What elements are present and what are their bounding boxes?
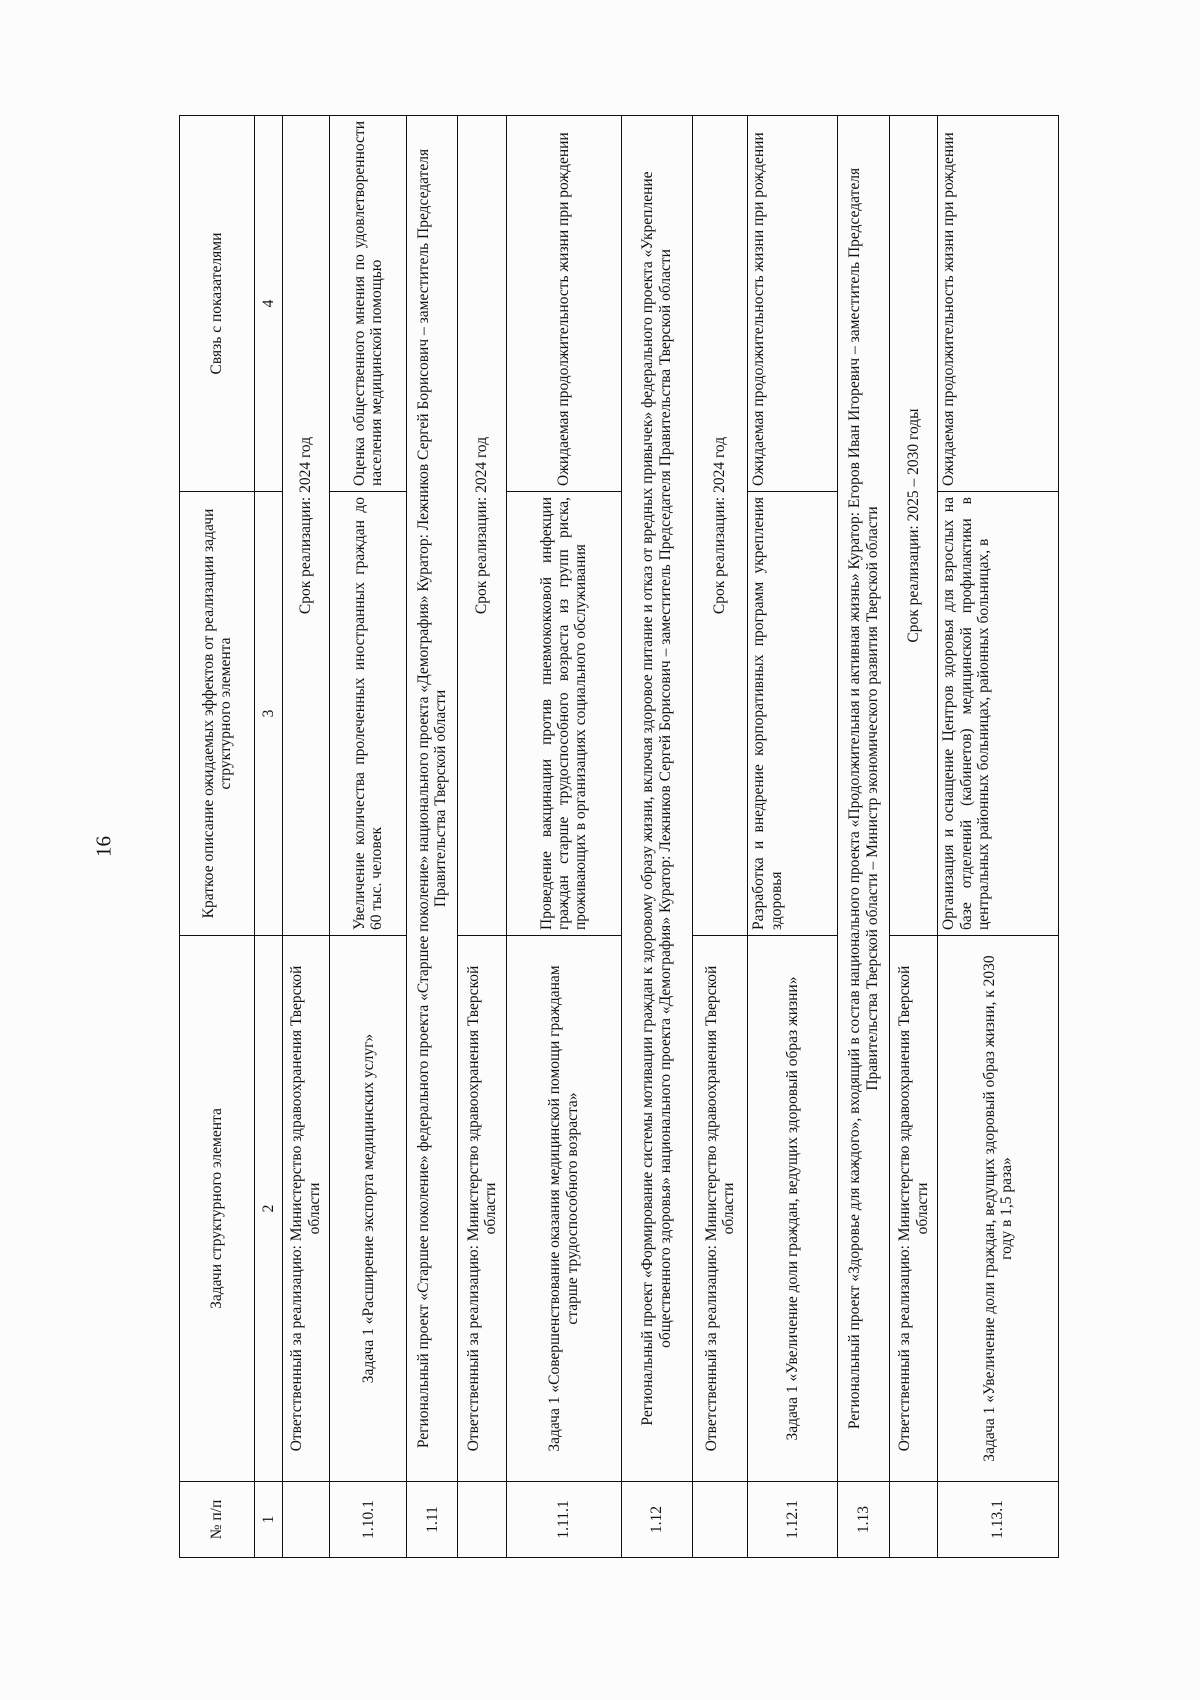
task-text: Задача 1 «Увеличение доли граждан, ведущих здоровый образ жизни» [748, 936, 837, 1482]
indicator-link: Ожидаемая продолжительность жизни при рождении [748, 116, 837, 492]
responsible-text: Ответственный за реализацию: Министерство здравоохранения Тверской области [890, 936, 938, 1482]
term-text: Срок реализации: 2024 год [282, 116, 330, 936]
column-number: 4 [255, 116, 282, 492]
header-row [180, 116, 255, 1558]
task-row [506, 116, 621, 1558]
row-number [890, 1482, 938, 1558]
indicator-link: Оценка общественного мнения по удовлетворенности населения медицинской помощью [330, 116, 407, 492]
row-number: 1.10.1 [330, 1482, 407, 1558]
effect-text: Организация и оснащение Центров здоровья для взрослых на базе отделений (кабинетов) медицинской профилактики в центральных районных больницах, районных больницах, в [938, 492, 1059, 936]
header-effects: Краткое описание ожидаемых эффектов от реализации задачи структурного элемента [180, 492, 255, 936]
effect-text: Проведение вакцинации против пневмококковой инфекции граждан старше трудоспособного возраста из групп риска, проживающих в организациях социального обслуживания [506, 492, 621, 936]
responsible-row [890, 116, 938, 1558]
header-tasks: Задачи структурного элемента [180, 936, 255, 1482]
row-number: 1.11 [407, 1482, 458, 1558]
responsible-text: Ответственный за реализацию: Министерство здравоохранения Тверской области [458, 936, 507, 1482]
table-frame [179, 116, 1059, 1558]
row-number: 1.13.1 [938, 1482, 1059, 1558]
page-number: 16 [91, 836, 116, 857]
row-number [282, 1482, 330, 1558]
term-text: Срок реализации: 2025 – 2030 годы [890, 116, 938, 936]
row-number: 1.11.1 [506, 1482, 621, 1558]
task-text: Задача 1 «Совершенствование оказания медицинской помощи гражданам старше трудоспособного возраста» [506, 936, 621, 1482]
header-number: № п/п [180, 1482, 255, 1558]
row-number: 1.13 [837, 1482, 890, 1558]
term-text: Срок реализации: 2024 год [692, 116, 748, 936]
task-row [330, 116, 407, 1558]
tasks-table [179, 115, 1059, 1558]
column-number: 2 [255, 936, 282, 1482]
project-text: Региональный проект «Старшее поколение» федерального проекта «Старшее поколение» национального проекта «Демография» Куратор: Лежников Сергей Борисович – заместитель Председателя Правительства Тверской области [407, 116, 458, 1482]
effect-text: Разработка и внедрение корпоративных программ укрепления здоровья [748, 492, 837, 936]
effect-text: Увеличение количества пролеченных иностранных граждан до 60 тыс. человек [330, 492, 407, 936]
row-number: 1.12 [621, 1482, 692, 1558]
rotated-page-content [179, 116, 1059, 1558]
header-indicators: Связь с показателями [180, 116, 255, 492]
term-text: Срок реализации: 2024 год [458, 116, 507, 936]
column-number: 3 [255, 492, 282, 936]
column-numbers-row [255, 116, 282, 1558]
column-number: 1 [255, 1482, 282, 1558]
task-text: Задача 1 «Увеличение доли граждан, ведущих здоровый образ жизни, к 2030 году в 1,5 раза» [938, 936, 1059, 1482]
indicator-link: Ожидаемая продолжительность жизни при рождении [506, 116, 621, 492]
row-number: 1.12.1 [748, 1482, 837, 1558]
task-row [938, 116, 1059, 1558]
row-number [692, 1482, 748, 1558]
project-text: Региональный проект «Здоровье для каждого», входящий в состав национального проекта «Продолжительная и активная жизнь» Куратор: Егоров Иван Игоревич – заместитель Председателя Правительства Тверской области – Министр экономического развития Тверской области [837, 116, 890, 1482]
responsible-row [458, 116, 507, 1558]
responsible-text: Ответственный за реализацию: Министерство здравоохранения Тверской области [282, 936, 330, 1482]
project-row [621, 116, 692, 1558]
responsible-row [692, 116, 748, 1558]
responsible-row [282, 116, 330, 1558]
project-text: Региональный проект «Формирование системы мотивации граждан к здоровому образу жизни, включая здоровое питание и отказ от вредных привычек» федерального проекта «Укрепление общественного здоровья» национального проекта «Демография» Куратор: Лежников Сергей Борисович – заместитель Председателя Правительства Тверской области [621, 116, 692, 1482]
task-row [748, 116, 837, 1558]
indicator-link: Ожидаемая продолжительность жизни при рождении [938, 116, 1059, 492]
project-row [407, 116, 458, 1558]
row-number [458, 1482, 507, 1558]
project-row [837, 116, 890, 1558]
responsible-text: Ответственный за реализацию: Министерство здравоохранения Тверской области [692, 936, 748, 1482]
task-text: Задача 1 «Расширение экспорта медицинских услуг» [330, 936, 407, 1482]
